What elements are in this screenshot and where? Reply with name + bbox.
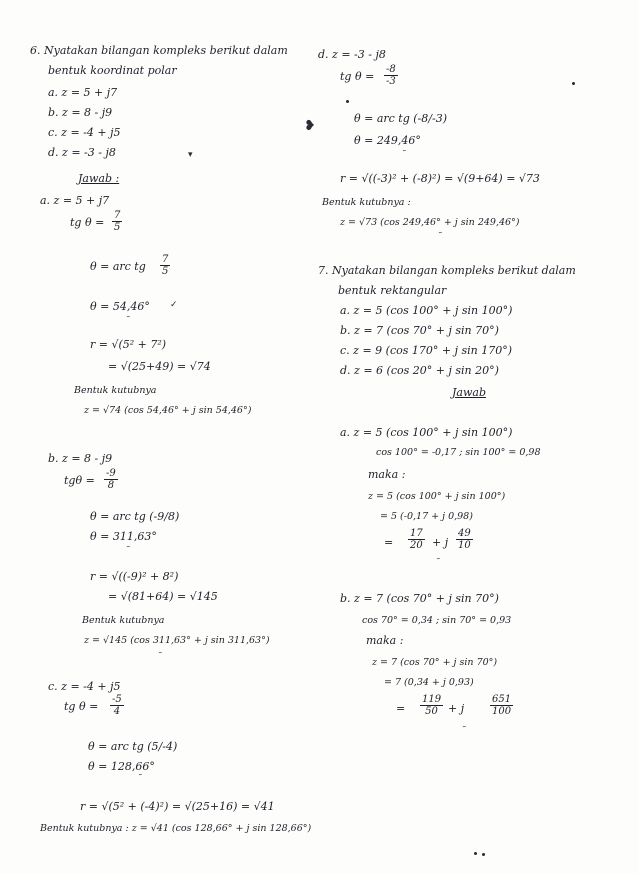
c-equation: c. z = -4 + j5 (48, 680, 121, 693)
q7b-cos-sin: cos 70° = 0,34 ; sin 70° = 0,93 (362, 615, 512, 626)
q7-item-d: d. z = 6 (cos 20° + j sin 20°) (340, 364, 499, 377)
c-arc: θ = arc tg (5/-4) (88, 740, 178, 753)
q7-title-line2: bentuk rektangular (338, 284, 447, 297)
d-tg-lhs: tg θ = (340, 70, 375, 83)
q7a-z2: = 5 (-0,17 + j 0,98) (380, 511, 473, 522)
a-equation: a. z = 5 + j7 (40, 194, 110, 207)
q6-item-d: d. z = -3 - j8 (48, 146, 116, 159)
d-tg-fraction (384, 64, 398, 87)
q7b-imag-den: 100 (492, 706, 512, 717)
q6-title-line2: bentuk koordinat polar (48, 64, 177, 77)
q7a-imag-num: 49 (458, 528, 471, 539)
a-tg-fraction (112, 210, 122, 233)
a-arc-lhs: θ = arc tg (90, 260, 146, 273)
q6-item-c: c. z = -4 + j5 (48, 126, 121, 139)
a-arc-num: 7 (162, 254, 169, 265)
a-r-line2: = √(25+49) = √74 (108, 360, 211, 373)
c-tg-fraction (110, 694, 124, 717)
d-equation: d. z = -3 - j8 (318, 48, 386, 61)
a-tg-den: 5 (114, 222, 121, 233)
a-bentuk-label: Bentuk kutubnya (74, 385, 157, 396)
c-bentuk: Bentuk kutubnya : z = √41 (cos 128,66° + j sin 128,66°) (40, 823, 312, 834)
q6-item-a: a. z = 5 + j7 (48, 86, 118, 99)
c-tg-num: -5 (112, 694, 122, 705)
c-r: r = √(5² + (-4)²) = √(25+16) = √41 (80, 800, 275, 813)
ink-dot (482, 853, 485, 856)
d-arc: θ = arc tg (-8/-3) (354, 112, 447, 125)
q7b-real-num: 119 (422, 694, 442, 705)
a-r-line1: r = √(5² + 7²) (90, 338, 167, 351)
tick-mark: ˜ (402, 150, 407, 160)
q7a-maka: maka : (368, 468, 406, 481)
b-tg-den: 8 (107, 480, 115, 491)
a-tg-num: 7 (114, 210, 121, 221)
d-theta: θ = 249,46° (354, 134, 421, 147)
q7-item-c: c. z = 9 (cos 170° + j sin 170°) (340, 344, 513, 357)
b-r-line2: = √(81+64) = √145 (108, 590, 218, 603)
q6-title: 6. Nyatakan bilangan kompleks berikut dalam (30, 44, 288, 57)
q7-title: 7. Nyatakan bilangan kompleks berikut dalam (318, 264, 576, 277)
a-bentuk: z = √74 (cos 54,46° + j sin 54,46°) (84, 405, 252, 416)
ink-dot (474, 852, 477, 855)
tick-mark: ˜ (126, 546, 131, 556)
a-arc-fraction (160, 254, 170, 277)
q7b-equation: b. z = 7 (cos 70° + j sin 70°) (340, 592, 499, 605)
q7a-cos-sin: cos 100° = -0,17 ; sin 100° = 0,98 (376, 447, 541, 458)
q7b-real-fraction (420, 694, 443, 717)
d-tg-num: -8 (386, 64, 396, 75)
ink-dot (572, 82, 575, 85)
c-tg-lhs: tg θ = (64, 700, 99, 713)
b-tg-fraction (104, 468, 118, 491)
a-theta: θ = 54,46° (90, 300, 150, 313)
q7b-imag-fraction (490, 694, 513, 717)
tick-mark: ˜ (438, 232, 443, 242)
q7a-real-den: 20 (410, 540, 423, 551)
a-arc-den: 5 (162, 266, 169, 277)
b-r-line1: r = √((-9)² + 8²) (90, 570, 179, 583)
ink-blot: ❥ (304, 118, 316, 134)
q7a-plus: + j (432, 536, 449, 549)
q7a-imag-den: 10 (458, 540, 471, 551)
jawab-heading: Jawab : (78, 172, 120, 185)
q7a-eq: = (384, 536, 394, 549)
tick-mark: ˜ (126, 316, 131, 326)
q7b-real-den: 50 (425, 706, 438, 717)
b-tg-num: -9 (106, 468, 116, 479)
b-tg-lhs: tgθ = (64, 474, 95, 487)
b-equation: b. z = 8 - j9 (48, 452, 113, 465)
check-mark: ✓ (170, 300, 178, 310)
q7-item-b: b. z = 7 (cos 70° + j sin 70°) (340, 324, 499, 337)
q7b-plus: + j (448, 702, 465, 715)
q7a-equation: a. z = 5 (cos 100° + j sin 100°) (340, 426, 513, 439)
q7-item-a: a. z = 5 (cos 100° + j sin 100°) (340, 304, 513, 317)
tick-mark: ˜ (436, 558, 441, 568)
q7a-z1: z = 5 (cos 100° + j sin 100°) (368, 491, 506, 502)
b-bentuk: z = √145 (cos 311,63° + j sin 311,63°) (84, 635, 270, 646)
q7b-z1: z = 7 (cos 70° + j sin 70°) (372, 657, 498, 668)
b-arc: θ = arc tg (-9/8) (90, 510, 180, 523)
c-theta: θ = 128,66° (88, 760, 155, 773)
q7b-imag-num: 651 (492, 694, 512, 705)
a-tg-lhs: tg θ = (70, 216, 105, 229)
tick-mark: ˜ (158, 652, 163, 662)
q6-item-b: b. z = 8 - j9 (48, 106, 113, 119)
q7a-imag-fraction (456, 528, 473, 551)
ink-dot (346, 100, 349, 103)
tick-mark: ˜ (462, 726, 467, 736)
d-r: r = √((-3)² + (-8)²) = √(9+64) = √73 (340, 172, 540, 185)
c-tg-den: 4 (113, 706, 121, 717)
q7b-eq: = (396, 702, 406, 715)
q7a-real-num: 17 (410, 528, 423, 539)
q7-jawab-heading: Jawab (452, 386, 486, 399)
d-bentuk-label: Bentuk kutubnya : (322, 197, 411, 208)
tick-mark: ˜ (138, 774, 143, 784)
q7b-maka: maka : (366, 634, 404, 647)
d-bentuk: z = √73 (cos 249,46° + j sin 249,46°) (340, 217, 520, 228)
b-theta: θ = 311,63° (90, 530, 157, 543)
stray-mark: ▾ (188, 150, 193, 160)
d-tg-den: -3 (386, 76, 396, 87)
q7a-real-fraction (408, 528, 425, 551)
b-bentuk-label: Bentuk kutubnya (82, 615, 165, 626)
q7b-z2: = 7 (0,34 + j 0,93) (384, 677, 474, 688)
